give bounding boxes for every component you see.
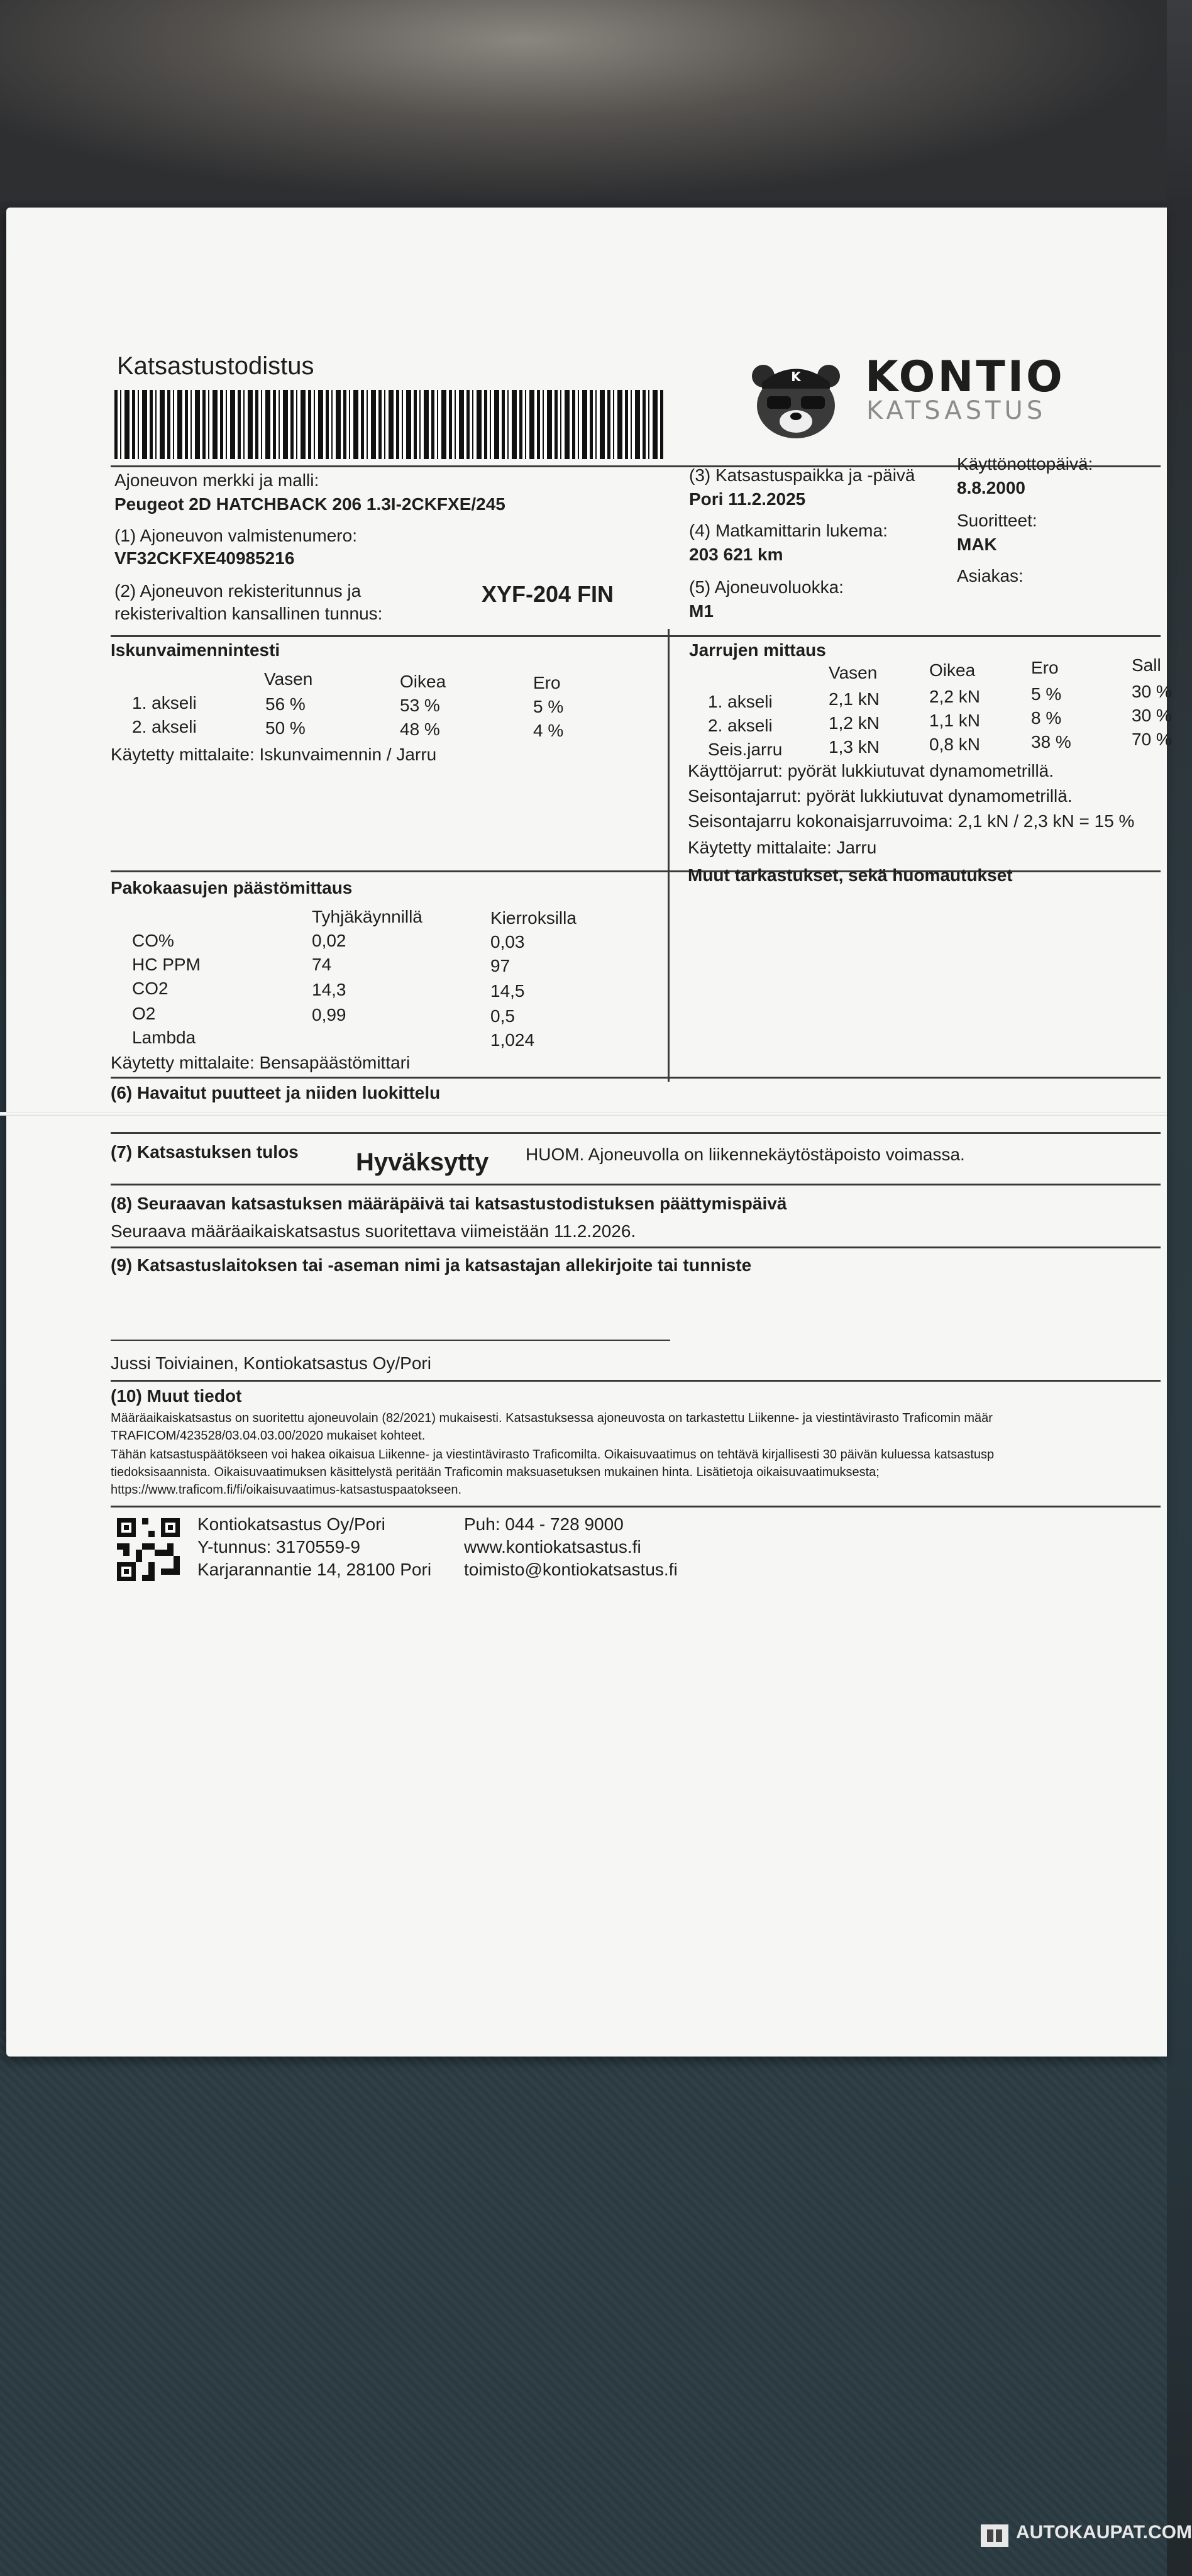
watermark-logo-icon [981, 2523, 1013, 2548]
emissions-title: Pakokaasujen päästömittaus [111, 878, 353, 897]
brakes-cell: 38 % [1031, 732, 1071, 752]
emissions-cell: 0,5 [490, 1006, 515, 1026]
svg-text:K: K [791, 369, 801, 384]
brakes-header-diff: Ero [1031, 658, 1059, 677]
brakes-row-label: 1. akseli [708, 692, 773, 711]
signature-name: Jussi Toiviainen, Kontiokatsastus Oy/Pori [111, 1353, 431, 1373]
misc-line: tiedoksisaannista. Oikaisuvaatimuksen käsittelystä peritään Traficomin maksuasetuksen mukainen hinta. Lisätietoja oikaisuvaatimuksesta; [111, 1465, 880, 1479]
place-value: Pori 11.2.2025 [689, 489, 806, 509]
misc-title: (10) Muut tiedot [111, 1386, 242, 1406]
bear-logo-icon [749, 358, 842, 440]
other-checks-title: Muut tarkastukset, sekä huomautukset [688, 865, 1013, 885]
emissions-header-idle: Tyhjäkäynnillä [312, 907, 422, 926]
brakes-note: Seisontajarru kokonaisjarruvoima: 2,1 kN / 2,3 kN = 15 % [688, 811, 1135, 831]
emissions-cell: 14,3 [312, 980, 346, 999]
shock-cell: 48 % [400, 719, 440, 739]
reg-label-2: rekisterivaltion kansallinen tunnus: [114, 604, 383, 623]
footer-website-link[interactable]: www.kontiokatsastus.fi [464, 1537, 641, 1557]
misc-line: https://www.traficom.fi/fi/oikaisuvaatimus-katsastuspaatokseen. [111, 1483, 462, 1497]
brakes-cell: 1,2 kN [829, 713, 880, 733]
shock-cell: 5 % [533, 697, 564, 716]
place-label: (3) Katsastuspaikka ja -päivä [689, 465, 915, 485]
footer-phone: Puh: 044 - 728 9000 [464, 1514, 624, 1534]
brakes-note: Käyttöjarrut: pyörät lukkiutuvat dynamometrillä. [688, 761, 1054, 780]
brakes-cell: 1,1 kN [929, 711, 980, 730]
first-use-label: Käyttönottopäivä: [957, 454, 1093, 474]
misc-line: Tähän katsastuspäätökseen voi hakea oikaisua Liikenne- ja viestintävirasto Traficomilta. Oikaisuvaatimus on tehtävä kirjallisesti 30 päivän kuluessa katsastusp [111, 1448, 995, 1462]
signature-line [111, 1340, 670, 1341]
brakes-cell: 1,3 kN [829, 737, 880, 757]
first-use-value: 8.8.2000 [957, 478, 1025, 497]
shock-cell: 50 % [265, 718, 306, 738]
brakes-cell: 30 % [1132, 682, 1172, 701]
performer-label: Suoritteet: [957, 511, 1037, 530]
brakes-note: Käytetty mittalaite: Jarru [688, 838, 877, 857]
brakes-row-label: Seis.jarru [708, 740, 783, 759]
shock-header-left: Vasen [264, 669, 313, 689]
background-table-surface [0, 0, 1167, 201]
shock-header-right: Oikea [400, 672, 446, 691]
qr-code-icon [117, 1518, 180, 1581]
brakes-row-label: 2. akseli [708, 716, 773, 735]
result-note: HUOM. Ajoneuvolla on liikennekäytöstäpoisto voimassa. [526, 1145, 965, 1164]
brakes-cell: 5 % [1031, 684, 1062, 704]
section-divider [111, 1380, 1161, 1382]
class-value: M1 [689, 601, 714, 621]
shock-row-label: 1. akseli [132, 693, 197, 713]
brakes-header-allowed: Sall [1132, 655, 1161, 675]
result-value: Hyväksytty [356, 1148, 489, 1176]
section-divider [111, 1246, 1161, 1248]
section-divider [111, 1077, 1161, 1079]
shock-cell: 56 % [265, 694, 306, 714]
emissions-row-label: Lambda [132, 1028, 196, 1047]
emissions-cell: 0,99 [312, 1005, 346, 1024]
performer-value: MAK [957, 535, 997, 554]
reg-label-1: (2) Ajoneuvon rekisteritunnus ja [114, 581, 361, 601]
misc-line: Määräaikaiskatsastus on suoritettu ajoneuvolain (82/2021) mukaisesti. Katsastuksessa ajoneuvosta on tarkastettu Liikenne- ja viestintävirasto Traficomin määr [111, 1411, 993, 1425]
watermark-text: AUTOKAUPAT.COM [1016, 2522, 1192, 2543]
brakes-cell: 0,8 kN [929, 735, 980, 754]
brakes-cell: 8 % [1031, 708, 1062, 728]
column-divider [668, 629, 670, 1082]
emissions-cell: 97 [490, 956, 510, 975]
emissions-cell: 0,03 [490, 932, 525, 952]
brakes-title: Jarrujen mittaus [689, 640, 826, 660]
brakes-header-left: Vasen [829, 663, 878, 682]
brakes-cell: 30 % [1132, 706, 1172, 725]
section-divider [111, 1184, 1161, 1185]
section-divider [111, 1132, 1161, 1134]
footer-company: Kontiokatsastus Oy/Pori [197, 1514, 385, 1534]
footer-address: Karjarannantie 14, 28100 Pori [197, 1560, 432, 1579]
emissions-row-label: HC PPM [132, 955, 201, 974]
emissions-device: Käytetty mittalaite: Bensapäästömittari [111, 1053, 411, 1072]
brakes-header-right: Oikea [929, 660, 976, 680]
footer-ytunnus: Y-tunnus: 3170559-9 [197, 1537, 360, 1557]
shock-row-label: 2. akseli [132, 717, 197, 736]
reg-value: XYF-204 FIN [482, 581, 614, 607]
shock-cell: 4 % [533, 721, 564, 740]
barcode [114, 390, 663, 459]
next-inspection-title: (8) Seuraavan katsastuksen määräpäivä tai katsastustodistuksen päättymispäivä [111, 1194, 787, 1213]
shock-cell: 53 % [400, 696, 440, 715]
logo-subtitle: KATSASTUS [866, 396, 1047, 425]
brakes-cell: 2,1 kN [829, 689, 880, 709]
shock-header-diff: Ero [533, 673, 561, 692]
background-fabric-seat [0, 2031, 1167, 2576]
signature-title: (9) Katsastuslaitoksen tai -aseman nimi ja katsastajan allekirjoite tai tunniste [111, 1255, 752, 1275]
shock-device: Käytetty mittalaite: Iskunvaimennin / Jarru [111, 745, 437, 764]
brakes-cell: 2,2 kN [929, 687, 980, 706]
defects-title: (6) Havaitut puutteet ja niiden luokittelu [111, 1083, 441, 1102]
next-inspection-text: Seuraava määräaikaiskatsastus suoritettava viimeistään 11.2.2026. [111, 1221, 636, 1241]
customer-label: Asiakas: [957, 566, 1024, 586]
logo-wordmark: KONTIO [865, 352, 1065, 402]
brakes-note: Seisontajarrut: pyörät lukkiutuvat dynamometrillä. [688, 786, 1073, 806]
shock-title: Iskunvaimennintesti [111, 640, 280, 660]
odometer-label: (4) Matkamittarin lukema: [689, 521, 888, 540]
emissions-cell: 14,5 [490, 981, 525, 1001]
emissions-row-label: O2 [132, 1004, 156, 1023]
emissions-header-rpm: Kierroksilla [490, 908, 577, 928]
vin-value: VF32CKFXE40985216 [114, 548, 295, 568]
brakes-cell: 70 % [1132, 730, 1172, 749]
class-label: (5) Ajoneuvoluokka: [689, 577, 844, 597]
section-divider [111, 635, 1161, 637]
vin-label: (1) Ajoneuvon valmistenumero: [114, 526, 357, 545]
document-title: Katsastustodistus [117, 352, 314, 380]
emissions-row-label: CO2 [132, 979, 168, 998]
odometer-value: 203 621 km [689, 545, 783, 564]
footer-email-link[interactable]: toimisto@kontiokatsastus.fi [464, 1560, 678, 1579]
emissions-cell: 0,02 [312, 931, 346, 950]
misc-line: TRAFICOM/423528/03.04.03.00/2020 mukaiset kohteet. [111, 1429, 426, 1443]
result-label: (7) Katsastuksen tulos [111, 1142, 299, 1162]
make-value: Peugeot 2D HATCHBACK 206 1.3I-2CKFXE/245 [114, 494, 505, 514]
emissions-row-label: CO% [132, 931, 174, 950]
emissions-cell: 1,024 [490, 1030, 535, 1050]
section-divider [111, 1506, 1161, 1507]
emissions-cell: 74 [312, 955, 332, 974]
make-label: Ajoneuvon merkki ja malli: [114, 470, 319, 490]
paper-fold [0, 1112, 1167, 1116]
